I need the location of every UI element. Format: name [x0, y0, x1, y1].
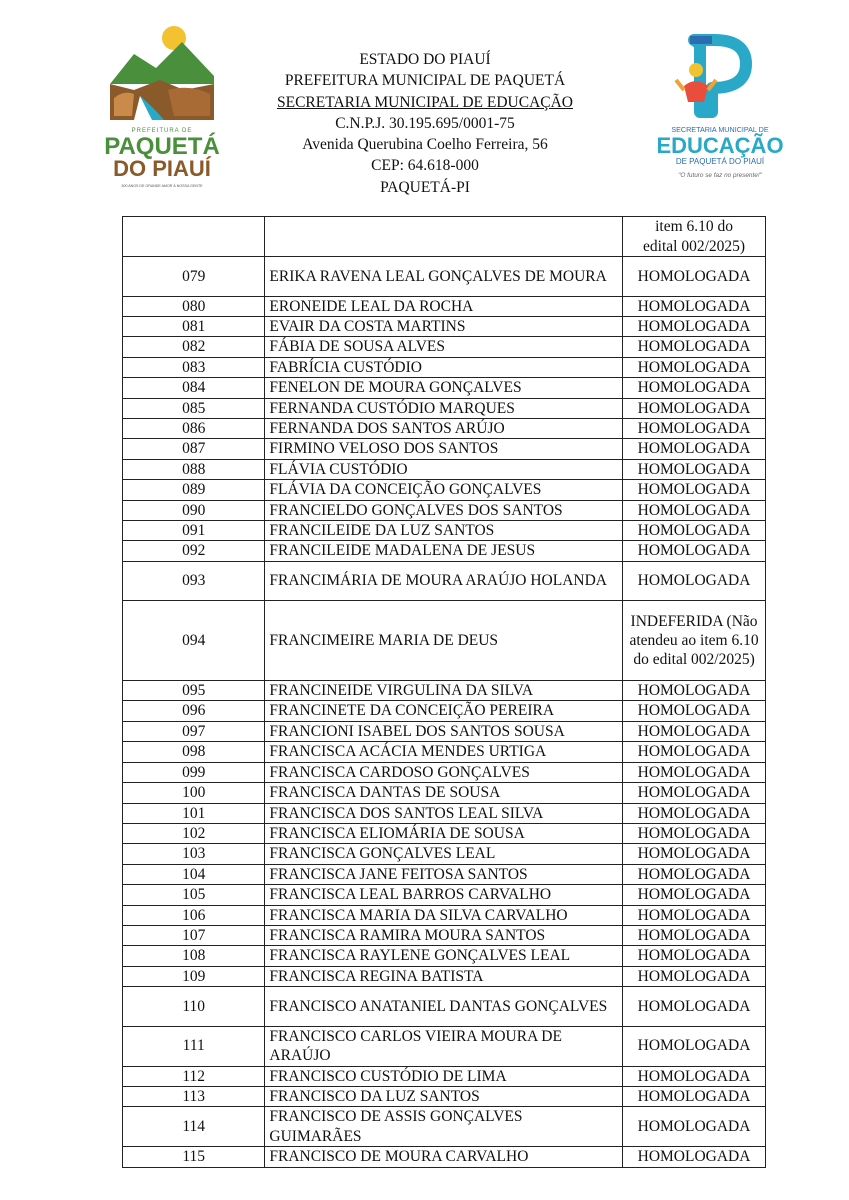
table-row: [123, 439, 766, 459]
cell-number: [123, 217, 265, 257]
cell-status: INDEFERIDA (Não atendeu ao item 6.10 do edital 002/2025): [623, 601, 766, 681]
prefeitura-logo-tagline: 500 ANOS DE GRANDE AMOR À NOSSA GENTE: [121, 184, 203, 188]
cell-name: FRANCISCA REGINA BATISTA: [265, 966, 623, 986]
cell-name: FRANCISCA CARDOSO GONÇALVES: [265, 762, 623, 782]
table-row: [123, 337, 766, 357]
cell-name: FRANCISCO CARLOS VIEIRA MOURA DE ARAÚJO: [265, 1026, 623, 1066]
cell-status: HOMOLOGADA: [623, 864, 766, 884]
cell-status: HOMOLOGADA: [623, 337, 766, 357]
cell-status: HOMOLOGADA: [623, 357, 766, 377]
cell-number: 112: [123, 1066, 265, 1086]
table-row: [123, 864, 766, 884]
cell-name: ERONEIDE LEAL DA ROCHA: [265, 296, 623, 316]
secretaria-logo: [654, 30, 786, 190]
table-row: [123, 803, 766, 823]
cell-number: 107: [123, 925, 265, 945]
cell-status: HOMOLOGADA: [623, 480, 766, 500]
cell-name: FRANCISCO DE ASSIS GONÇALVES GUIMARÃES: [265, 1107, 623, 1147]
cell-name: FENELON DE MOURA GONÇALVES: [265, 378, 623, 398]
prefeitura-logo-icon: [104, 24, 220, 194]
cell-number: 095: [123, 681, 265, 701]
cell-number: 096: [123, 701, 265, 721]
table-row: [123, 378, 766, 398]
cell-number: 104: [123, 864, 265, 884]
cell-number: 097: [123, 721, 265, 741]
cell-status: HOMOLOGADA: [623, 1147, 766, 1167]
document-header: [0, 0, 849, 212]
table-row: [123, 601, 766, 681]
cell-number: 090: [123, 500, 265, 520]
cell-status: HOMOLOGADA: [623, 398, 766, 418]
cell-number: 099: [123, 762, 265, 782]
cell-name: EVAIR DA COSTA MARTINS: [265, 317, 623, 337]
cell-status: HOMOLOGADA: [623, 1086, 766, 1106]
prefeitura-logo-line2: PAQUETÁ: [104, 133, 220, 160]
cell-name: FRANCISCA ACÁCIA MENDES URTIGA: [265, 742, 623, 762]
cell-number: 113: [123, 1086, 265, 1106]
table-row: [123, 521, 766, 541]
cell-name: FABRÍCIA CUSTÓDIO: [265, 357, 623, 377]
cell-name: FRANCINETE DA CONCEIÇÃO PEREIRA: [265, 701, 623, 721]
cell-status: HOMOLOGADA: [623, 541, 766, 561]
cell-number: 100: [123, 783, 265, 803]
cell-status: HOMOLOGADA: [623, 521, 766, 541]
cell-number: 093: [123, 561, 265, 601]
results-table: [122, 216, 766, 1168]
cell-status: HOMOLOGADA: [623, 1026, 766, 1066]
cell-status: HOMOLOGADA: [623, 701, 766, 721]
table-row: [123, 844, 766, 864]
cell-status: HOMOLOGADA: [623, 378, 766, 398]
cell-status: HOMOLOGADA: [623, 1107, 766, 1147]
cell-status: HOMOLOGADA: [623, 966, 766, 986]
table-row: [123, 480, 766, 500]
cell-status: HOMOLOGADA: [623, 721, 766, 741]
cell-name: FRANCIONI ISABEL DOS SANTOS SOUSA: [265, 721, 623, 741]
cell-status: [623, 217, 766, 257]
cell-number: 098: [123, 742, 265, 762]
header-line-address: Avenida Querubina Coelho Ferreira, 56: [302, 136, 548, 154]
table-row: [123, 257, 766, 297]
cell-number: 109: [123, 966, 265, 986]
cell-number: 080: [123, 296, 265, 316]
status-line: edital 002/2025): [643, 237, 746, 255]
secretaria-logo-icon: [654, 30, 786, 190]
cell-name: [265, 217, 623, 257]
table-row: [123, 681, 766, 701]
cell-number: 087: [123, 439, 265, 459]
cell-status: HOMOLOGADA: [623, 681, 766, 701]
cell-number: 082: [123, 337, 265, 357]
table-row: [123, 885, 766, 905]
table-row: [123, 1086, 766, 1106]
table-row: [123, 1026, 766, 1066]
cell-number: 088: [123, 459, 265, 479]
cell-name: FRANCISCA ELIOMÁRIA DE SOUSA: [265, 823, 623, 843]
table-row: [123, 905, 766, 925]
cell-status: HOMOLOGADA: [623, 742, 766, 762]
cell-name: FRANCISCA DOS SANTOS LEAL SILVA: [265, 803, 623, 823]
cell-name: FRANCISCO ANATANIEL DANTAS GONÇALVES: [265, 987, 623, 1027]
cell-name: FRANCISCA RAYLENE GONÇALVES LEAL: [265, 946, 623, 966]
prefeitura-logo: [104, 24, 220, 194]
cell-number: 092: [123, 541, 265, 561]
table-row: [123, 987, 766, 1027]
cell-number: 108: [123, 946, 265, 966]
cell-name: FIRMINO VELOSO DOS SANTOS: [265, 439, 623, 459]
cell-number: 089: [123, 480, 265, 500]
table-row: [123, 742, 766, 762]
cell-status: HOMOLOGADA: [623, 317, 766, 337]
cell-name: FRANCIMÁRIA DE MOURA ARAÚJO HOLANDA: [265, 561, 623, 601]
secretaria-logo-tagline: "O futuro se faz no presente!": [678, 172, 762, 179]
cell-status: HOMOLOGADA: [623, 257, 766, 297]
cell-status: HOMOLOGADA: [623, 500, 766, 520]
cell-name: FRANCILEIDE MADALENA DE JESUS: [265, 541, 623, 561]
table-row: [123, 317, 766, 337]
cell-name: FÁBIA DE SOUSA ALVES: [265, 337, 623, 357]
cell-name: FRANCISCA RAMIRA MOURA SANTOS: [265, 925, 623, 945]
cell-name: FRANCISCA GONÇALVES LEAL: [265, 844, 623, 864]
cell-number: 103: [123, 844, 265, 864]
cell-number: 111: [123, 1026, 265, 1066]
cell-number: 110: [123, 987, 265, 1027]
cell-status: HOMOLOGADA: [623, 561, 766, 601]
table-row: [123, 701, 766, 721]
cell-number: 081: [123, 317, 265, 337]
header-line-secretaria: SECRETARIA MUNICIPAL DE EDUCAÇÃO: [276, 93, 573, 111]
table-row: [123, 500, 766, 520]
cell-status: HOMOLOGADA: [623, 905, 766, 925]
cell-status: HOMOLOGADA: [623, 885, 766, 905]
cell-name: FRANCISCA MARIA DA SILVA CARVALHO: [265, 905, 623, 925]
cell-name: FRANCISCA JANE FEITOSA SANTOS: [265, 864, 623, 884]
cell-status: HOMOLOGADA: [623, 783, 766, 803]
cell-number: 114: [123, 1107, 265, 1147]
header-line-cep: CEP: 64.618-000: [371, 157, 479, 175]
table-row: [123, 783, 766, 803]
table-row: [123, 296, 766, 316]
cell-status: HOMOLOGADA: [623, 803, 766, 823]
secretaria-logo-line3: DE PAQUETÁ DO PIAUÍ: [675, 157, 765, 166]
table-row-continued: [123, 217, 766, 257]
cell-name: FRANCISCA LEAL BARROS CARVALHO: [265, 885, 623, 905]
cell-status: HOMOLOGADA: [623, 439, 766, 459]
cell-number: 083: [123, 357, 265, 377]
table-row: [123, 419, 766, 439]
table-row: [123, 1107, 766, 1147]
table-row: [123, 721, 766, 741]
cell-status: HOMOLOGADA: [623, 925, 766, 945]
cell-name: FRANCILEIDE DA LUZ SANTOS: [265, 521, 623, 541]
prefeitura-logo-line1: PREFEITURA DE: [131, 128, 193, 134]
table-row: [123, 541, 766, 561]
secretaria-logo-line1: SECRETARIA MUNICIPAL DE: [671, 125, 769, 134]
cell-name: FRANCISCO CUSTÓDIO DE LIMA: [265, 1066, 623, 1086]
cell-name: FRANCIMEIRE MARIA DE DEUS: [265, 601, 623, 681]
table-row: [123, 1147, 766, 1167]
cell-name: ERIKA RAVENA LEAL GONÇALVES DE MOURA: [265, 257, 623, 297]
table-row: [123, 946, 766, 966]
cell-name: FRANCISCA DANTAS DE SOUSA: [265, 783, 623, 803]
cell-name: FRANCIELDO GONÇALVES DOS SANTOS: [265, 500, 623, 520]
cell-status: HOMOLOGADA: [623, 296, 766, 316]
cell-number: 105: [123, 885, 265, 905]
table-row: [123, 398, 766, 418]
cell-number: 086: [123, 419, 265, 439]
cell-name: FLÁVIA CUSTÓDIO: [265, 459, 623, 479]
table-row: [123, 823, 766, 843]
cell-number: 079: [123, 257, 265, 297]
header-line-state: ESTADO DO PIAUÍ: [359, 51, 491, 68]
cell-name: FRANCISCO DA LUZ SANTOS: [265, 1086, 623, 1106]
secretaria-logo-line2: EDUCAÇÃO: [656, 133, 784, 158]
table-row: [123, 357, 766, 377]
table-row: [123, 561, 766, 601]
cell-status: HOMOLOGADA: [623, 946, 766, 966]
cell-name: FLÁVIA DA CONCEIÇÃO GONÇALVES: [265, 480, 623, 500]
table-row: [123, 1066, 766, 1086]
cell-status: HOMOLOGADA: [623, 823, 766, 843]
header-line-prefeitura: PREFEITURA MUNICIPAL DE PAQUETÁ: [284, 72, 566, 90]
cell-status: HOMOLOGADA: [623, 1066, 766, 1086]
cell-name: FERNANDA CUSTÓDIO MARQUES: [265, 398, 623, 418]
cell-number: 091: [123, 521, 265, 541]
cell-status: HOMOLOGADA: [623, 419, 766, 439]
table-row: [123, 925, 766, 945]
cell-number: 101: [123, 803, 265, 823]
header-line-city: PAQUETÁ-PI: [380, 178, 470, 196]
cell-status: HOMOLOGADA: [623, 459, 766, 479]
cell-number: 102: [123, 823, 265, 843]
cell-name: FRANCINEIDE VIRGULINA DA SILVA: [265, 681, 623, 701]
header-text: [260, 49, 590, 198]
cell-name: FRANCISCO DE MOURA CARVALHO: [265, 1147, 623, 1167]
table-row: [123, 459, 766, 479]
cell-status: HOMOLOGADA: [623, 987, 766, 1027]
table-row: [123, 966, 766, 986]
cell-number: 115: [123, 1147, 265, 1167]
prefeitura-logo-line3: DO PIAUÍ: [113, 156, 211, 181]
cell-name: FERNANDA DOS SANTOS ARÚJO: [265, 419, 623, 439]
cell-number: 085: [123, 398, 265, 418]
cell-status: HOMOLOGADA: [623, 844, 766, 864]
cell-number: 106: [123, 905, 265, 925]
cell-number: 084: [123, 378, 265, 398]
cell-status: HOMOLOGADA: [623, 762, 766, 782]
status-line: item 6.10 do: [655, 218, 734, 236]
header-line-cnpj: C.N.P.J. 30.195.695/0001-75: [335, 114, 515, 132]
cell-number: 094: [123, 601, 265, 681]
table-row: [123, 762, 766, 782]
